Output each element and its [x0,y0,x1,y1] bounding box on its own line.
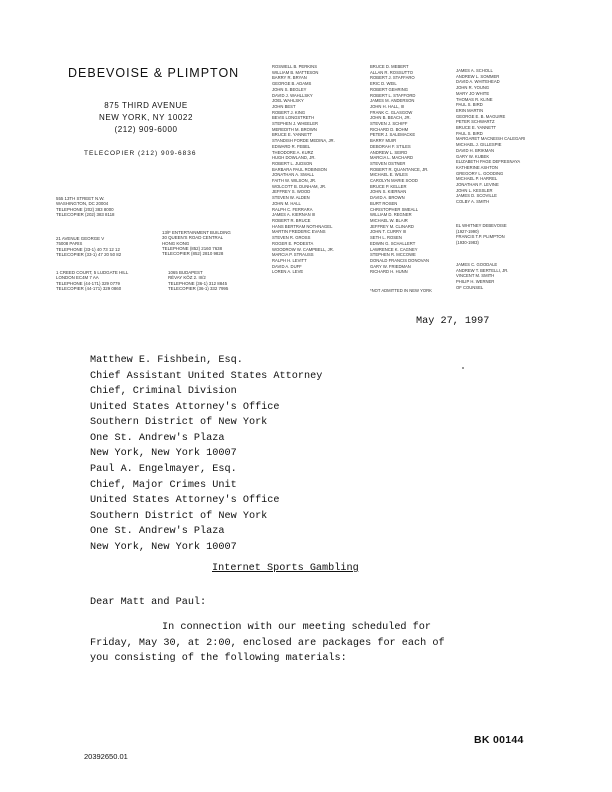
partner-name: MICHAEL W. BLAIR [370,217,408,223]
partner-name: RICHARD D. BOHM [370,126,409,132]
partner-name: BARRY MUIR [370,138,397,144]
firm-telecopier: TELECOPIER (212) 909-6836 [84,150,197,157]
partner-name: JAMES A. KIERNAN III [272,212,316,218]
partner-name: BARBARA PAUL ROBINSON [272,166,327,172]
office-line: 30 QUEEN'S ROAD CENTRAL [162,235,224,241]
office-line: TELECOPIER (44-171) 329 0860 [56,285,122,291]
partner-name: JAMES D. SCOVILLE [456,193,497,199]
admitted-note: *NOT ADMITTED IN NEW YORK [370,288,432,293]
partner-name: ERIC D. WEIL [370,81,397,87]
partner-name: JOHN T. CURRY III [370,229,407,235]
partner-name: PAUL S. BIRD [456,130,483,136]
office-line: TELEPHONE (202) 383 8000 [56,206,114,212]
partner-name: HANS BERTRAM NOTHNAGEL [272,223,333,229]
partner-name: GEORGE E. B. MAGUIRE [456,113,506,119]
partner-name: ANDREW L. SOMMER [456,73,500,79]
partner-name: MICHAEL E. WILES [370,172,408,178]
office-line: 555 13TH STREET N.W. [56,196,105,201]
office-line: HONG KONG [162,240,190,246]
partner-name: ROGER E. PODESTA [272,240,314,246]
partner-name: ANDREW T. BERTELLI, JR. [456,267,509,273]
document-id: 20392650.01 [84,752,128,761]
office-line: 1 CREED COURT, 5 LUDGATE HILL [56,270,129,275]
partner-name: (1927-1990) [456,228,479,234]
partner-name: PETER J. SALEMACKE [370,132,416,138]
office-line: 75008 PARIS [56,241,83,247]
address-line: Southern District of New York [90,417,268,428]
partner-name: THEODORE A. KURZ [272,149,314,155]
partner-name: DAVID A. DUFF [272,263,302,269]
scan-speck [462,367,464,369]
office-line: WASHINGTON, DC 20004 [56,201,109,207]
partner-name: JOHN R. YOUNG [456,85,490,91]
office-hong-kong [162,230,231,256]
partner-name: JAMES M. ANDERSON [370,98,415,104]
recipient-address-2 [90,462,280,555]
partner-name: BRUCE E. YANNETT [272,132,313,138]
partner-name: ROBERT R. QUANTANCE, JR. [370,166,429,172]
partner-name: JOHN H. HALL, III [370,103,405,109]
partner-name: EDWIN G. SCHALLERT [370,240,416,246]
address-line: One St. Andrew's Plaza [90,432,225,444]
partner-name: JOHN BEST [272,103,296,109]
partner-name: STEVEN OSTNER [370,160,406,166]
partner-name: ANDREW L. SEIRD [370,149,408,155]
office-line: TELECOPIER (36-1) 332 7995 [168,285,229,291]
partner-name: JAMES C. GOODALE [456,262,498,267]
partner-name: COLBY A. SMITH [456,199,490,205]
subject-line: Internet Sports Gambling [212,563,359,574]
partner-name: JOHN M. HALL [272,200,301,206]
address-line: Southern District of New York [90,510,268,522]
partners-column-3 [456,68,525,205]
bates-number: BK 00144 [474,734,524,746]
partner-name: EDWARD R. FEBEL [272,143,311,149]
office-line: TELEPHONE (44-171) 329 0779 [56,280,120,286]
partner-name: STANDISH FORDE MEDINA, JR. [272,138,335,144]
partner-name: RICHARD H. HUNN [370,269,408,275]
partner-name: ROBERT R. BRUCE [272,217,311,223]
office-budapest [168,270,228,291]
partner-name: JONATHAN F. LEVINE [456,182,499,188]
address-line: New York, New York 10007 [90,448,237,459]
partner-name: CAROLYN MARIE SOOD [370,178,418,184]
salutation: Dear Matt and Paul: [90,597,207,608]
address-line: Paul A. Engelmayer, Esq. [90,464,237,475]
partner-name: ELIZABETH PAGE DEFRESNAYA [456,159,521,165]
partner-name: JONATHAN A. SMALL [272,172,315,178]
partner-name: GARY W. KUBEK [456,153,490,159]
body-line: you consisting of the following materials: [90,653,347,664]
partner-name: ALLAN R. ROSSUTTO [370,69,413,75]
address-line: New York, New York 10007 [90,541,237,553]
office-line: TELECOPIER (852) 2810 9828 [162,251,224,257]
partner-name: BURT ROSEN [370,200,398,206]
office-washington [56,196,115,217]
partner-name: FAITH W. WILSON, JR. [272,178,317,184]
partner-name: WILLIAM D. REGNER [370,212,412,218]
office-line: 13/F ENTERTAINMENT BUILDING [162,230,231,235]
partner-name: DONALD FRANCIS DONOVAN [370,257,430,263]
partner-name: JOHN S. BEGLEY [272,86,307,92]
office-line: TELEPHONE (36-1) 312 8845 [168,280,228,286]
partner-name: MICHAEL J. GILLESPIE [456,142,502,148]
partner-name: FRANK C. GLASGOW [370,109,413,115]
partner-name: ROBERT J. KING [272,109,306,115]
office-line: LONDON EC4M 7 AA [56,275,99,281]
partner-name: WILLIAM B. MATTESON [272,69,319,75]
office-line: TELECOPIER (33-1) 47 20 50 82 [56,251,122,257]
partner-name: JAMES A. SCHOLL [456,68,493,73]
partner-name: OF COUNSEL [456,284,484,290]
partner-name: MARTIN FREDERIC EVANS [272,229,326,235]
address-line: One St. Andrew's Plaza [90,526,225,537]
partner-name: JOHN S. KIERNAN [370,189,407,195]
address-line: Chief, Criminal Division [90,386,237,397]
office-line: TELECOPIER (202) 383 8118 [56,211,115,217]
partner-name: DEBORAH F. STILES [370,143,411,149]
address-line: Chief, Major Crimes Unit [90,479,237,491]
partner-name: DAVID A. BROWN [370,195,405,201]
partner-name: HUGH DOWLAND, JR. [272,155,316,161]
partner-name: MICHAEL P. HARREL [456,176,498,182]
partner-name: FRANCIS T.P. PLIMPTON [456,234,505,240]
partner-name: RALPH C. FERRARA [272,206,313,212]
partner-name: STEPHEN J. WHEELER [272,121,319,127]
partner-name: ROBERT J. STAFFARO [370,75,415,81]
partner-name: DAVID J. WAHLLSKY [272,92,313,98]
partner-name: WOODROW W. CAMPBELL, JR. [272,246,334,252]
partner-name: MEREDITH M. BROWN [272,126,317,132]
partner-name: PHILIP H. WERNER [456,279,495,285]
partner-name: MARGARET MACNEISH CALEGARI [456,136,526,142]
of-counsel-list [456,262,508,291]
partner-name: GEORGE B. ADAMS [272,81,312,87]
partner-name: CHRISTOPHER SMEALL [370,206,419,212]
office-line: 1065 BUDAPEST [168,270,203,275]
office-line: RÉVAY KÖZ 2. III/2 [168,275,206,281]
office-paris [56,236,121,257]
partner-name: BEVIS LONGSTRETH [272,115,315,121]
address-line-1: 875 THIRD AVENUE [104,101,188,110]
firm-phone: (212) 909-6000 [114,125,178,134]
partner-name: PAUL S. BIRD [456,102,483,108]
partner-name: PETER SCHWARTZ [456,119,495,125]
address-line: United States Attorney's Office [90,495,280,506]
office-line: TELEPHONE (33-1) 40 73 12 12 [56,246,120,252]
partner-name: WOLCOTT B. DUNHAM, JR. [272,183,327,189]
partner-name: STEVEN R. GROSS [272,235,311,241]
partner-name: VINCENT M. SMITH [456,273,495,279]
partner-name: BRUCE D. MEBERT [370,64,409,69]
partner-name: RALPH H. LEVITT [272,257,307,263]
partners-column-2 [370,64,429,275]
office-line: TELEPHONE (852) 2160 7638 [162,245,223,251]
partner-name: GREGORY L. GOODING [456,170,504,176]
partner-name: JOHN B. BEACH, JR. [370,115,411,121]
address-line-2: NEW YORK, NY 10022 [98,113,194,122]
partner-name: MARY JO WHITE [456,90,490,96]
partner-name: SETH L. ROSEN [370,235,402,241]
partner-name: MARCIA P. STRAUSS [272,252,314,258]
address-line: Chief Assistant United States Attorney [90,370,323,382]
firm-address [96,100,196,136]
partners-column-1 [272,64,335,275]
partner-name: GARY W. FRIEDMAN [370,263,411,269]
partner-name: LAWRENCE K. CAGNEY [370,246,418,252]
partner-name: JEFFREY M. CLINARD [370,223,414,229]
partner-name: JOHN L. KESSLER [456,187,493,193]
partner-name: JEFFREY S. WOOD [272,189,311,195]
partner-name: STEPHEN R. MCCOWE [370,252,416,258]
partner-name: BARRY R. BRYAN [272,75,307,81]
partner-name: (1930-1983) [456,240,479,246]
office-line: 21 AVENUE GEORGE V [56,236,105,241]
body-paragraph [90,620,445,667]
partner-name: ROSWELL B. PERKINS [272,64,317,69]
partner-name: ERIN MARTIN [456,107,484,113]
partner-name: ROBERT L. STAFFORD [370,92,416,98]
partner-name: EL WHITNEY DEBEVOISE [456,223,507,228]
partner-name: JOEL WAHLSKY [272,98,304,104]
partner-name: DAVID H. BRIKMAN [456,147,495,153]
body-line: Friday, May 30, at 2:00, enclosed are packages for each of [90,637,445,649]
partner-name: STEVEN J. SCHIFF [370,121,408,127]
partner-name: THOMAS R. KLINE [456,96,493,102]
body-line: In connection with our meeting scheduled for [162,622,431,633]
partner-name: DAVID A. WHITEHEAD [456,79,500,85]
office-london [56,270,128,291]
partner-name: STEVEN W. ALDEN [272,195,310,201]
partner-name: ROBERT GEHRING [370,86,409,92]
founders-list [456,223,507,246]
partner-name: BRUCE E. YANNETT [456,125,497,131]
partner-name: LOREN A. LEVE [272,269,304,275]
recipient-address-1 [90,353,322,462]
letter-date: May 27, 1997 [416,316,490,327]
partner-name: MARCIA L. MACHARD [370,155,414,161]
address-line: United States Attorney's Office [90,401,280,413]
address-line: Matthew E. Fishbein, Esq. [90,355,243,366]
partner-name: KATHERINE ASHTON [456,164,498,170]
firm-name: DEBEVOISE & PLIMPTON [68,66,240,80]
partner-name: BRUCE P. KELLER [370,183,407,189]
partner-name: ROBERT L. JUDSON [272,160,313,166]
